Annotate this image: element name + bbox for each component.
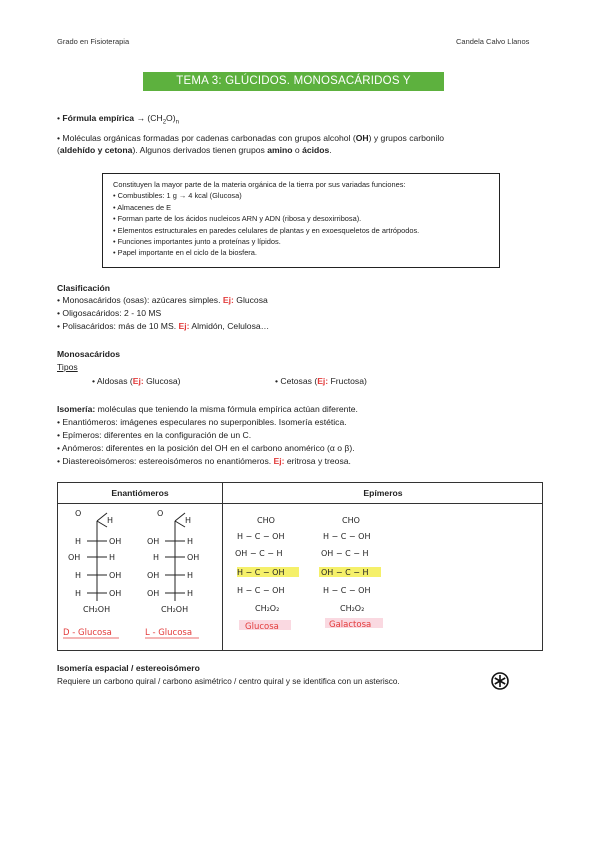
svg-text:CH₂O₂: CH₂O₂ xyxy=(255,604,280,613)
svg-text:H: H xyxy=(107,516,114,525)
intro-oh: OH xyxy=(355,133,369,143)
svg-text:H: H xyxy=(187,537,194,546)
functions-heading: Constituyen la mayor parte de la materia orgánica de la tierra por sus variadas funciones: xyxy=(113,180,406,189)
intro-aldehido: aldehído y cetona xyxy=(59,145,133,155)
svg-text:H − C − OH: H − C − OH xyxy=(237,568,285,577)
monosacaridos-heading: Monosacáridos xyxy=(57,349,121,359)
formula-o: O) xyxy=(166,113,176,123)
intro-amino: amino xyxy=(267,145,293,155)
function-item: • Elementos estructurales en paredes celulares de plantas y en exoesqueletos de artrópodos. xyxy=(113,225,420,235)
svg-text:OH − C − H: OH − C − H xyxy=(321,568,369,577)
formula-value: → (CH xyxy=(136,113,163,123)
svg-text:H − C − OH: H − C − OH xyxy=(237,532,285,541)
isomeria-enant: • Enantiómeros: imágenes especulares no superponibles. Isomería estética. xyxy=(57,417,347,427)
svg-text:H − C − OH: H − C − OH xyxy=(237,586,285,595)
svg-text:H: H xyxy=(187,589,194,598)
tipo-aldosas: • Aldosas (Ej: Glucosa) xyxy=(92,376,181,386)
svg-text:OH: OH xyxy=(68,553,81,562)
svg-text:O: O xyxy=(75,509,82,518)
header-right: Candela Calvo Llanos xyxy=(456,37,530,46)
svg-text:H: H xyxy=(75,571,82,580)
intro-text-a: Moléculas orgánicas formadas por cadenas carbonadas con grupos alcohol ( xyxy=(62,133,356,143)
svg-text:H: H xyxy=(109,553,116,562)
intro-line-2: • Moléculas orgánicas formadas por cadenas carbonadas con grupos alcohol (OH) y grupos carbonilo xyxy=(57,133,445,143)
intro-text-b: ) y grupos carbonilo xyxy=(368,133,445,143)
espacial-heading: Isomería espacial / estereoisómero xyxy=(57,663,200,673)
svg-text:OH: OH xyxy=(187,553,200,562)
function-item: • Forman parte de los ácidos nucleicos ARN y ADN (ribosa y desoxirribosa). xyxy=(113,214,362,224)
svg-text:H: H xyxy=(187,571,194,580)
svg-text:CH₂OH: CH₂OH xyxy=(83,605,111,614)
svg-text:CHO: CHO xyxy=(342,516,360,525)
intro-text-d: o xyxy=(292,145,303,155)
structures-drawing xyxy=(57,503,543,649)
svg-text:H − C − OH: H − C − OH xyxy=(323,532,371,541)
glucose-structure xyxy=(235,516,285,613)
svg-text:H: H xyxy=(185,516,192,525)
svg-text:CH₂O₂: CH₂O₂ xyxy=(340,604,365,613)
svg-text:CH₂OH: CH₂OH xyxy=(161,605,189,614)
function-item: • Almacenes de E xyxy=(113,202,172,212)
label-l-glucosa: L - Glucosa xyxy=(145,628,193,638)
clasificacion-oligo: • Oligosacáridos: 2 - 10 MS xyxy=(57,308,162,318)
functions-box xyxy=(102,173,500,268)
intro-text-c: ). Algunos derivados tienen grupos xyxy=(132,145,268,155)
table-col-epimeros: Epímeros xyxy=(363,488,403,498)
svg-text:OH: OH xyxy=(109,571,122,580)
formula-n: n xyxy=(175,119,179,126)
svg-text:OH: OH xyxy=(109,537,122,546)
clasificacion-heading: Clasificación xyxy=(57,283,111,293)
formula-sub2: 2 xyxy=(162,119,167,126)
label-galactosa: Galactosa xyxy=(329,620,372,630)
formula-label: Fórmula empírica xyxy=(62,113,135,123)
svg-text:OH: OH xyxy=(147,537,160,546)
isomeria-heading: Isomería: moléculas que teniendo la misma fórmula empírica actúan diferente. xyxy=(57,404,358,414)
d-glucose-structure xyxy=(68,509,121,614)
intro-acidos: ácidos xyxy=(302,145,330,155)
function-item: • Papel importante en el ciclo de la biosfera. xyxy=(113,248,257,258)
svg-text:H: H xyxy=(153,553,160,562)
galactose-structure xyxy=(321,516,371,613)
svg-text:H: H xyxy=(75,537,82,546)
espacial-text: Requiere un carbono quiral / carbono asimétrico / centro quiral y se identifica con un asterisco. xyxy=(57,677,400,686)
clasificacion-mono: • Monosacáridos (osas): azúcares simples. Ej: Glucosa xyxy=(57,295,268,305)
intro-line-3: (aldehído y cetona). Algunos derivados tienen grupos amino o ácidos. xyxy=(57,145,332,155)
intro-text-e: . xyxy=(329,145,332,155)
function-item: • Combustibles: 1 g → 4 kcal (Glucosa) xyxy=(113,191,242,201)
table-col-enantiomeros: Enantiómeros xyxy=(111,488,169,498)
formula-line: • Fórmula empírica → $(CH_2O)_n$ xyxy=(57,113,179,126)
svg-text:OH − C − H: OH − C − H xyxy=(235,549,283,558)
svg-text:H − C − OH: H − C − OH xyxy=(323,586,371,595)
l-glucose-structure xyxy=(147,509,199,614)
label-d-glucosa: D - Glucosa xyxy=(63,628,112,638)
function-item: • Funciones importantes junto a proteínas y lípidos. xyxy=(113,237,281,247)
header-left: Grado en Fisioterapia xyxy=(57,37,130,46)
label-glucosa: Glucosa xyxy=(245,622,279,632)
tipo-cetosas: • Cetosas (Ej: Fructosa) xyxy=(275,376,367,386)
svg-text:OH: OH xyxy=(147,589,160,598)
svg-text:H: H xyxy=(75,589,82,598)
isomeria-anom: • Anómeros: diferentes en la posición del OH en el carbono anomérico (α o β). xyxy=(57,443,355,453)
svg-text:OH: OH xyxy=(147,571,160,580)
page-title: TEMA 3: GLÚCIDOS. MONOSACÁRIDOS Y DISACÁRIDOS. xyxy=(143,72,444,91)
tipos-heading: Tipos xyxy=(57,362,78,372)
svg-text:OH − C − H: OH − C − H xyxy=(321,549,369,558)
isomeria-epim: • Epímeros: diferentes en la configuración de un C. xyxy=(57,430,252,440)
svg-text:OH: OH xyxy=(109,589,122,598)
isomeria-diast: • Diastereoisómeros: estereoisómeros no enantiómeros. Ej: eritrosa y treosa. xyxy=(57,456,351,466)
clasificacion-poli: • Polisacáridos: más de 10 MS. Ej: Almidón, Celulosa… xyxy=(57,321,270,331)
svg-text:CHO: CHO xyxy=(257,516,275,525)
svg-text:O: O xyxy=(157,509,164,518)
asterisk-icon xyxy=(490,671,510,691)
